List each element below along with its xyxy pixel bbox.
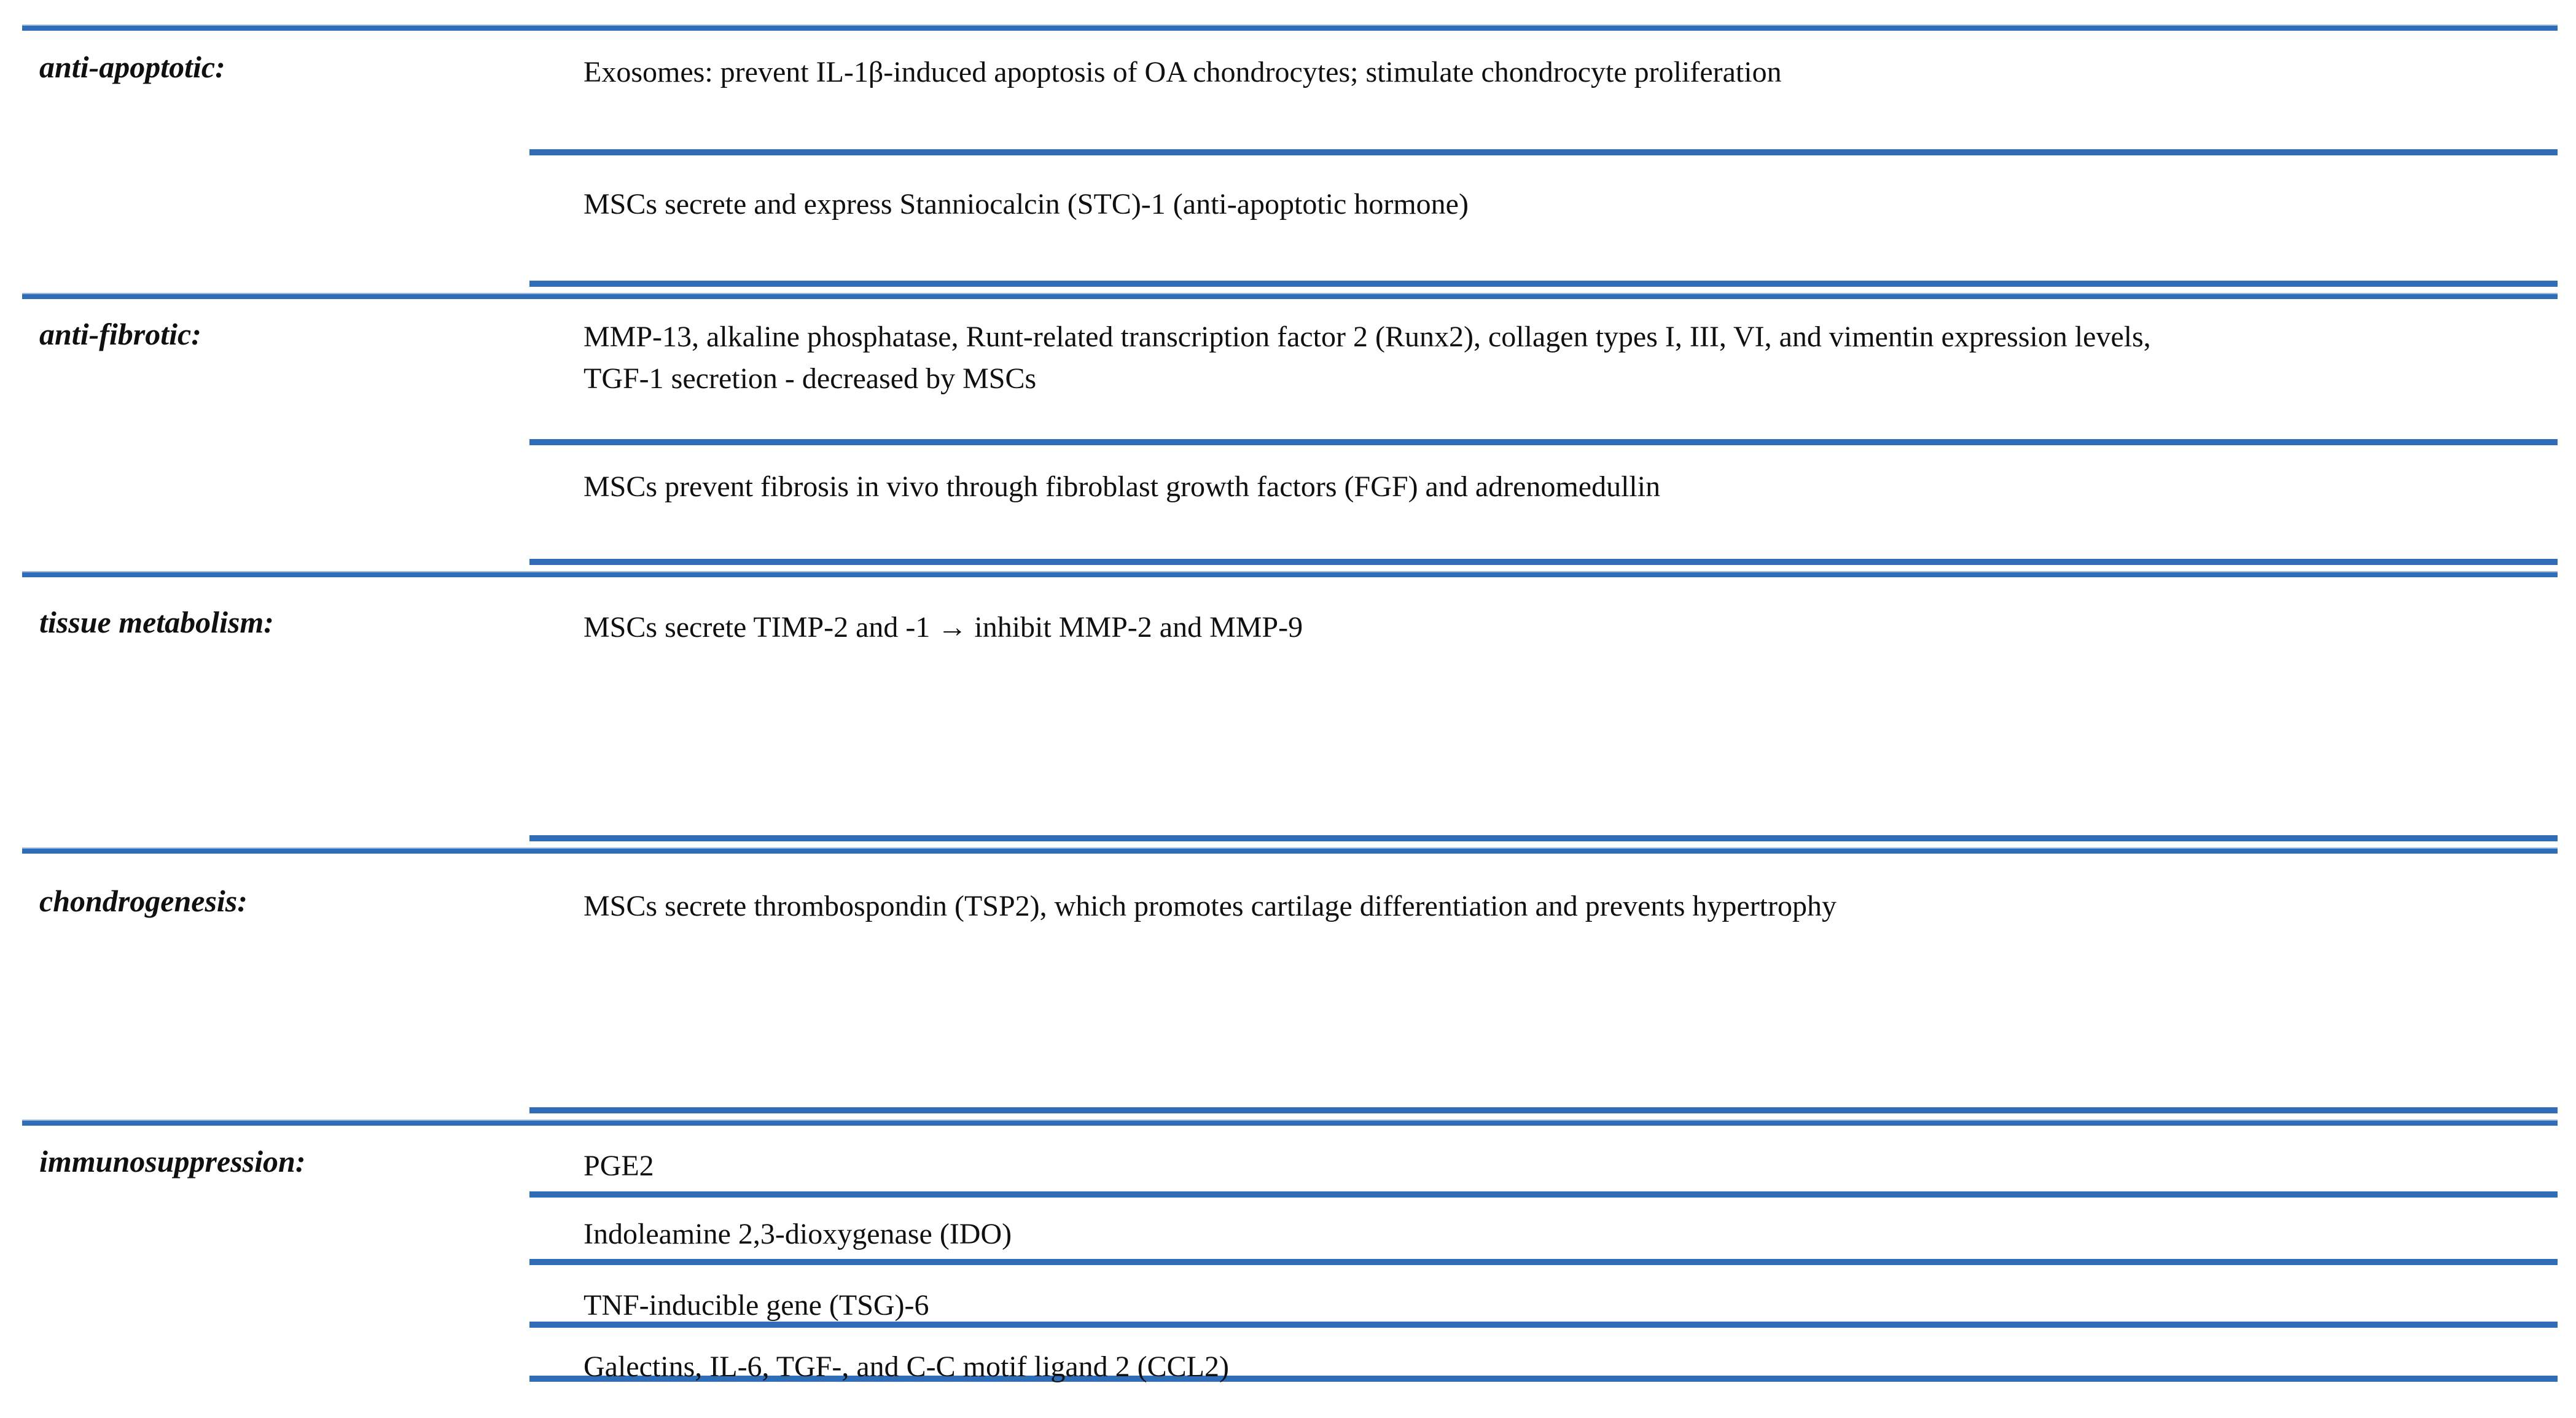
row-text: MSCs secrete thrombospondin (TSP2), which promotes cartilage differentiation and prevents hypertrophy	[584, 890, 1836, 922]
table-row	[529, 1265, 2558, 1328]
section-label-anti-fibrotic: anti-fibrotic:	[39, 317, 201, 351]
table-row	[529, 1127, 2558, 1198]
row-cell	[529, 155, 2558, 225]
section-divider-line-3	[22, 847, 2558, 854]
section-label-anti-apoptotic: anti-apoptotic:	[39, 50, 225, 84]
table-row	[529, 855, 2558, 1113]
table-row	[529, 28, 2558, 155]
row-cell	[529, 578, 2558, 649]
row-cell	[529, 1198, 2558, 1255]
row-cell	[529, 299, 2558, 400]
row-cell	[529, 445, 2558, 508]
section-label-tissue-metabolism: tissue metabolism:	[39, 605, 274, 639]
table-row	[529, 155, 2558, 287]
row-text: MSCs secrete and express Stanniocalcin (STC)-1 (anti-apoptotic hormone)	[584, 188, 1469, 220]
table-row	[529, 1198, 2558, 1265]
row-text: Galectins, IL-6, TGF-, and C-C motif ligand 2 (CCL2)	[584, 1350, 1229, 1383]
row-text: TGF-1 secretion - decreased by MSCs	[584, 362, 1037, 395]
row-text: MMP-13, alkaline phosphatase, Runt-related transcription factor 2 (Runx2), collagen types I, III, VI, and vimentin expression levels,	[584, 321, 2151, 353]
section-label-chondrogenesis: chondrogenesis:	[39, 884, 248, 918]
row-text: MSCs secrete TIMP-2 and -1 → inhibit MMP-2 and MMP-9	[584, 611, 1303, 644]
row-text: MSCs prevent fibrosis in vivo through fibroblast growth factors (FGF) and adrenomedullin	[584, 470, 1661, 503]
row-cell	[529, 1127, 2558, 1187]
row-cell	[529, 855, 2558, 927]
row-text: Indoleamine 2,3-dioxygenase (IDO)	[584, 1218, 1012, 1250]
row-cell	[529, 28, 2558, 93]
table-row	[529, 1328, 2558, 1382]
row-text: Exosomes: prevent IL-1β-induced apoptosis of OA chondrocytes; stimulate chondrocyte proliferation	[584, 56, 1782, 88]
section-divider-line-2	[22, 571, 2558, 577]
table-row	[529, 445, 2558, 565]
row-text: TNF-inducible gene (TSG)-6	[584, 1289, 929, 1322]
section-label-immunosuppression: immunosuppression:	[39, 1144, 306, 1178]
row-cell	[529, 1328, 2558, 1388]
section-divider-line-4	[22, 1120, 2558, 1126]
table-row	[529, 578, 2558, 841]
row-text: PGE2	[584, 1150, 654, 1182]
section-divider-line-1	[22, 293, 2558, 299]
row-cell	[529, 1265, 2558, 1326]
table-row	[529, 299, 2558, 445]
